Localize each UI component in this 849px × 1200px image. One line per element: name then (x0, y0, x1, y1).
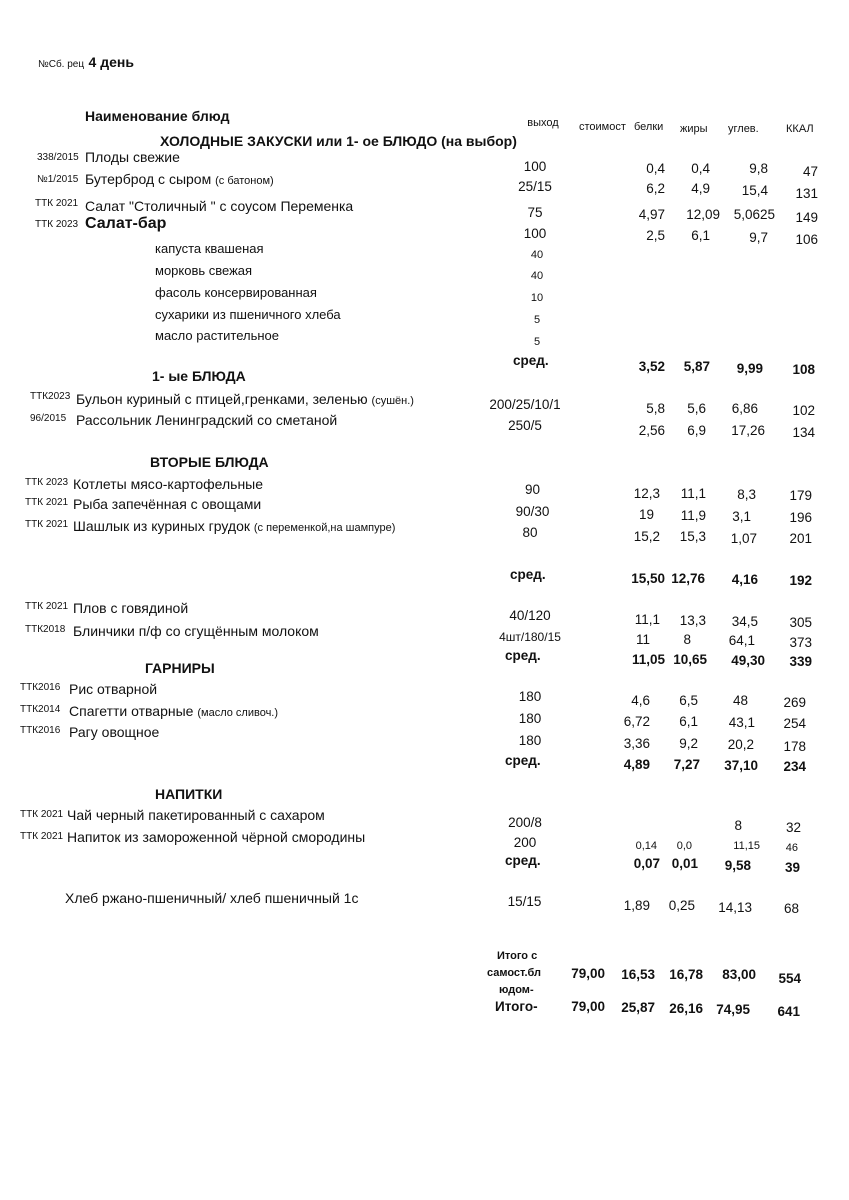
doc-header (38, 55, 134, 71)
output-value: 90/30 (515, 504, 550, 519)
protein-average: 3,52 (638, 359, 665, 374)
kcal-value: 68 (783, 901, 799, 916)
doc-ref: №Сб. рец (38, 59, 85, 70)
kcal-value: 201 (789, 531, 812, 546)
carb-value: 1,07 (730, 531, 757, 546)
kcal-value: 269 (783, 695, 806, 710)
fat-value: 9,2 (679, 736, 698, 751)
total-kcal: 554 (778, 971, 801, 986)
protein-value: 0,14 (635, 840, 657, 852)
dish-name-text: Шашлык из куриных грудок (73, 518, 250, 534)
average-label: сред. (505, 853, 541, 868)
recipe-code: ТТК2016 (20, 682, 61, 693)
output-value: 250/5 (508, 418, 542, 433)
carb-average: 9,58 (724, 858, 751, 873)
carb-average: 49,30 (731, 653, 765, 668)
dish-name (73, 519, 395, 534)
protein-average: 4,89 (623, 757, 650, 772)
carb-value: 5,0625 (733, 207, 775, 222)
kcal-value: 131 (795, 186, 818, 201)
protein-value: 12,3 (633, 486, 660, 501)
carb-value: 48 (732, 693, 748, 708)
fat-value: 6,9 (687, 423, 706, 438)
output-value: 15/15 (507, 894, 542, 909)
total-label-line3: юдом- (499, 984, 534, 996)
output-value: 180 (518, 689, 542, 704)
average-label: сред. (513, 353, 549, 368)
fat-average: 10,65 (673, 652, 707, 667)
fat-value: 6,1 (679, 714, 698, 729)
dish-name: Плоды свежие (85, 149, 180, 165)
kcal-average: 234 (783, 759, 806, 774)
output-value: 40/120 (509, 608, 551, 623)
fat-value: 11,9 (680, 508, 706, 523)
ingredient-name: морковь свежая (155, 263, 253, 278)
recipe-code: ТТК 2021 (25, 519, 69, 530)
fat-value: 6,1 (691, 228, 710, 243)
ingredient-name: капуста квашеная (155, 241, 264, 256)
output-value: 25/15 (518, 179, 552, 194)
fat-value: 5,6 (687, 401, 706, 416)
fat-value: 12,09 (686, 207, 720, 222)
kcal-value: 32 (785, 820, 801, 835)
protein-value: 1,89 (623, 898, 650, 913)
kcal-column-header: ККАЛ (786, 123, 814, 135)
output-value: 200/8 (508, 815, 542, 830)
fat-value: 13,3 (679, 613, 706, 628)
ingredient-output: 40 (530, 270, 544, 282)
protein-value: 2,56 (638, 423, 665, 438)
section-title-cold-starters: ХОЛОДНЫЕ ЗАКУСКИ или 1- ое БЛЮДО (на выбор) (160, 133, 517, 149)
protein-value: 6,72 (623, 714, 650, 729)
dish-name: Чай черный пакетированный с сахаром (67, 807, 325, 823)
total-protein: 16,53 (621, 967, 655, 982)
fat-average: 12,76 (671, 571, 705, 586)
kcal-value: 47 (802, 164, 818, 179)
average-label: сред. (510, 567, 546, 582)
fat-column-header: жиры (680, 123, 708, 135)
output-value: 80 (522, 525, 538, 540)
doc-day: 4 день (88, 54, 134, 70)
output-value: 180 (518, 733, 542, 748)
protein-value: 0,4 (646, 161, 665, 176)
dish-name: Котлеты мясо-картофельные (73, 476, 264, 492)
ingredient-output: 5 (533, 314, 541, 326)
kcal-value: 134 (792, 425, 815, 440)
carb-value: 20,2 (727, 737, 754, 752)
recipe-code: ТТК2018 (25, 624, 66, 635)
total-carb: 83,00 (722, 967, 756, 982)
protein-average: 0,07 (633, 856, 660, 871)
fat-value: 11,1 (680, 486, 706, 501)
protein-value: 5,8 (646, 401, 665, 416)
dish-name: Рассольник Ленинградский со сметаной (76, 412, 338, 428)
carb-value: 15,4 (741, 183, 768, 198)
dish-name: Рис отварной (69, 681, 158, 697)
average-label: сред. (505, 753, 541, 768)
total-cost: 79,00 (571, 999, 605, 1014)
ingredient-name: масло растительное (155, 328, 280, 343)
total-label-line1: Итого с (497, 950, 538, 962)
kcal-average: 339 (789, 654, 812, 669)
total-kcal: 641 (777, 1004, 800, 1019)
output-value: 200/25/10/1 (489, 397, 561, 412)
carb-column-header: углев. (728, 123, 759, 135)
carb-average: 4,16 (731, 572, 758, 587)
output-value: 100 (523, 159, 547, 174)
output-value: 180 (518, 711, 542, 726)
section-title-first-courses: 1- ые БЛЮДА (152, 368, 246, 384)
fat-average: 7,27 (673, 757, 700, 772)
kcal-value: 373 (789, 635, 812, 650)
dish-name-text: Спагетти отварные (69, 703, 194, 719)
ingredient-output: 10 (530, 292, 544, 304)
kcal-average: 108 (792, 362, 815, 377)
dish-name: Рагу овощное (69, 724, 160, 740)
total-fat: 16,78 (669, 967, 703, 982)
fat-value: 4,9 (691, 181, 710, 196)
dish-name: Салат "Столичный " с соусом Переменка (85, 198, 354, 214)
dish-name: Напиток из замороженной чёрной смородины (67, 829, 366, 845)
carb-value: 11,15 (733, 840, 760, 852)
section-title-drinks: НАПИТКИ (155, 786, 223, 802)
recipe-code: ТТК 2021 (35, 198, 79, 209)
recipe-code: ТТК 2021 (20, 809, 64, 820)
fat-value: 8 (683, 632, 691, 647)
dish-name: Блинчики п/ф со сгущённым молоком (73, 623, 319, 639)
output-value: 90 (524, 482, 541, 497)
dish-name (69, 704, 278, 719)
fat-value: 6,5 (679, 693, 698, 708)
fat-value: 15,3 (679, 529, 706, 544)
dish-name: Рыба запечённая с овощами (73, 496, 262, 512)
dish-note: (с батоном) (215, 175, 274, 187)
dish-name (76, 392, 414, 407)
recipe-code: 338/2015 (37, 152, 79, 163)
total-protein: 25,87 (621, 1000, 655, 1015)
protein-value: 4,97 (638, 207, 665, 222)
dish-note: (масло сливоч.) (197, 707, 279, 719)
fat-average: 5,87 (683, 359, 710, 374)
kcal-average: 192 (789, 573, 812, 588)
carb-value: 6,86 (731, 401, 758, 416)
dish-name-text: Бульон куриный с птицей,гренками, зеленью (76, 391, 368, 407)
carb-value: 14,13 (718, 900, 752, 915)
carb-value: 9,7 (749, 230, 768, 245)
protein-value: 19 (638, 507, 654, 522)
carb-value: 8 (734, 818, 742, 833)
ingredient-output: 5 (533, 336, 541, 348)
output-column-header: выход (527, 117, 559, 129)
output-value: 200 (513, 835, 537, 850)
total-label-line2: самост.бл (487, 967, 542, 979)
carb-average: 37,10 (724, 758, 758, 773)
total-cost: 79,00 (571, 966, 605, 981)
carb-value: 17,26 (731, 423, 765, 438)
fat-value: 0,4 (691, 161, 710, 176)
carb-average: 9,99 (736, 361, 763, 376)
name-column-header: Наименование блюд (85, 108, 230, 124)
recipe-code: ТТК 2023 (25, 477, 69, 488)
recipe-code: ТТК2023 (30, 391, 71, 402)
dish-name (85, 172, 274, 187)
dish-name: Плов с говядиной (73, 600, 189, 616)
cost-column-header: стоимост (579, 121, 626, 133)
fat-value: 0,25 (668, 898, 695, 913)
protein-value: 3,36 (623, 736, 650, 751)
ingredient-name: сухарики из пшеничного хлеба (155, 307, 341, 322)
section-title-second-courses: ВТОРЫЕ БЛЮДА (150, 454, 269, 470)
dish-name-text: Бутерброд с сыром (85, 171, 212, 187)
recipe-code: ТТК 2023 (35, 219, 79, 230)
kcal-value: 106 (795, 232, 818, 247)
recipe-code: ТТК2016 (20, 725, 61, 736)
protein-average: 15,50 (631, 571, 665, 586)
recipe-code: ТТК2014 (20, 704, 61, 715)
dish-name: Салат-бар (85, 215, 167, 232)
average-label: сред. (505, 648, 541, 663)
ingredient-name: фасоль консервированная (155, 285, 317, 300)
output-value: 4шт/180/15 (499, 630, 561, 644)
total-fat: 26,16 (669, 1001, 703, 1016)
carb-value: 64,1 (728, 633, 755, 648)
section-title-side-dishes: ГАРНИРЫ (145, 660, 215, 676)
total-label: Итого- (495, 999, 538, 1014)
carb-value: 43,1 (728, 715, 755, 730)
carb-value: 3,1 (732, 509, 751, 524)
kcal-value: 179 (789, 488, 812, 503)
output-value: 100 (523, 226, 547, 241)
protein-value: 2,5 (646, 228, 665, 243)
protein-value: 11,1 (634, 612, 660, 627)
kcal-value: 102 (792, 403, 815, 418)
kcal-value: 149 (795, 210, 818, 225)
kcal-value: 305 (789, 615, 812, 630)
fat-value: 0,0 (676, 840, 692, 852)
dish-note: (сушён.) (371, 395, 414, 407)
carb-value: 9,8 (749, 161, 768, 176)
output-value: 75 (527, 205, 543, 220)
protein-value: 6,2 (646, 181, 665, 196)
kcal-value: 46 (785, 842, 798, 854)
kcal-value: 178 (783, 739, 806, 754)
ingredient-output: 40 (530, 249, 544, 261)
total-carb: 74,95 (716, 1002, 750, 1017)
recipe-code: ТТК 2021 (25, 601, 69, 612)
protein-value: 4,6 (631, 693, 650, 708)
recipe-code: ТТК 2021 (20, 831, 64, 842)
kcal-value: 196 (789, 510, 812, 525)
recipe-code: ТТК 2021 (25, 497, 69, 508)
protein-value: 15,2 (633, 529, 660, 544)
fat-average: 0,01 (671, 856, 698, 871)
protein-value: 11 (635, 632, 650, 647)
protein-column-header: белки (634, 121, 664, 133)
recipe-code: №1/2015 (37, 174, 79, 185)
dish-name: Хлеб ржано-пшеничный/ хлеб пшеничный 1с (65, 890, 359, 906)
carb-value: 34,5 (731, 614, 758, 629)
recipe-code: 96/2015 (30, 413, 67, 424)
kcal-value: 254 (783, 716, 806, 731)
carb-value: 8,3 (737, 487, 756, 502)
dish-note: (с переменкой,на шампуре) (253, 522, 396, 534)
protein-average: 11,05 (631, 652, 665, 667)
kcal-average: 39 (784, 860, 800, 875)
